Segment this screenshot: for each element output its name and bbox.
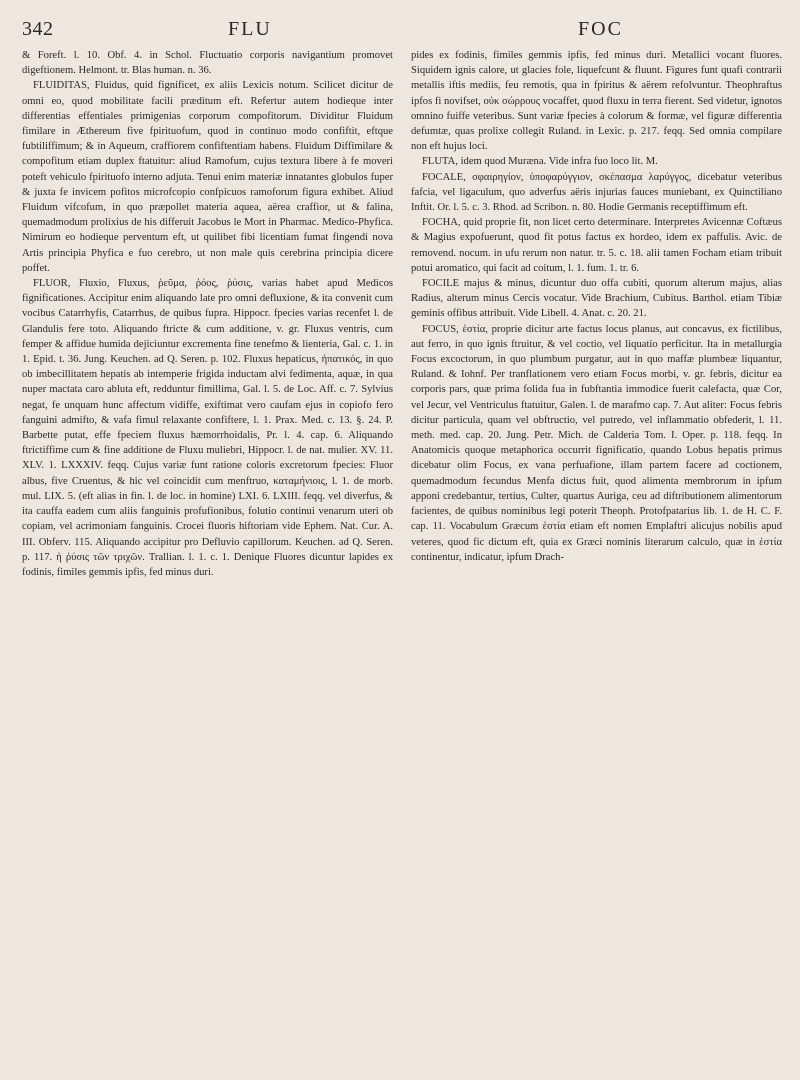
entry-fluor: FLUOR, Fluxio, Fluxus, ῥεῦμα, ῥόος, ῥύσις, varias habet apud Medicos fignificationes. Accipitur enim aliquando late pro omni defluxione, & ita convenit cum vocibus Catarrhyfis, Catarrhus, de quibus fupra. Hippocr. fpecies varias recenfet l. de Glandulis fere toto. Aliquando ftricte & cum additione, v. gr. Fluxus ventris, cum femper & affidue humida dejiciuntur excrementa fine tenefmo & lienteria, Gal. c. 1. in 1. Epid. t. 36. Jung. Keuchen. ad Q. Seren. p. 102. Fluxus hepaticus, ἡπατικός, in quo ob imbecillitatem hepatis ab intemperie frigida inductam alvi fedimenta, aquæ, in qua nuper mactata caro abluta eft, redduntur fimillima, Gal. l. 5. de Loc. Aff. c. 7. Sylvius negat, fe unquam hunc affectum vidiffe, exiftimat vero caufam ejus in copiofo fero fanguini admifto, & vafa fimul relaxante confiftere, l. 1. Prax. Med. c. 13. §. 24. P. Barbette putat, effe fpeciem fluxus hæmorrhoidalis, Pr. l. 4. cap. 6. Aliquando ftrictiffime cum & fine additione de Fluxu muliebri, Hippocr. l. de nat. mulier. XV. 11. XLV. 1. LXXXIV. feqq. Cujus variæ funt ratione coloris excretorum fpecies: Fluor albus, five Cruentus, & hic vel coincidit cum menftruo, καταμήνιοις, l. 1. de morb. mul. LIX. 5. (eft alias in fin. l. de loc. in homine) LXI. 6. LXIII. feqq. vel diverfus, & ita cauffa eadem cum aliis fanguinis profufionibus, folutio continui venarum uteri ob copiam, vel acrimoniam fanguinis. Crocei fluoris hiftoriam vide Ephem. Nat. Cur. A. III. Obferv. 115. Aliquando accipitur pro Defluvio capillorum. Keuchen. ad Q. Seren. p. 117. ἡ ῥύσις τῶν τριχῶν. Trallian. l. 1. c. 1. Denique Fluores dicuntur lapides ex fodinis, fimiles gemmis ipfis, fed minus duri. [22, 278, 393, 578]
right-column [411, 48, 782, 1058]
entry-paragraph: pides ex fodinis, fimiles gemmis ipfis, fed minus duri. Metallici vocant fluores. Siquidem ignis calore, ut glacies fole, liquefcunt & fluunt. Figures funt quafi contrarii metallis iftis mediis, feu remotis, qua in fpiritus & aërem refolvuntur. Theophraftus ipfos fi novifset, οὐκ σώρρους vocaffet, quod fluxu in terra fierent. Sed videtur, ignotos omnino fuiffe veteribus. Sunt variæ fpecies à colorum & formæ, vel figuræ differentia defumtæ, quas prolixe collegit Ruland. in Lexic. p. 217. feqq. Sed omnia compilare non eft hujus loci. [411, 50, 782, 153]
running-head-left: FLU [228, 18, 272, 40]
entry-fluta: FLUTA, idem quod Muræna. Vide infra fuo loco lit. M. [422, 156, 658, 168]
entry-focus: FOCUS, ἑστία, proprie dicitur arte factus locus planus, aut concavus, ex fictilibus, aut ferro, in quo ignis ftruitur, & vel coctio, vel liquatio perficitur. Ita in metallurgia Focus excoctorum, in quo plumbum purgatur, aut in quo maffæ plumbeæ liquantur, Ruland. & Iohnf. Per tranflationem vero etiam Focus morbi, v. gr. febris, dicitur ea corporis pars, quæ prima folida fua in fubftantia immodice fuerit calefacta, quæ Cor, vel Jecur, vel Ventriculus ftatuitur, Galen. l. de marafmo cap. 7. Aut aliter: Focus febris dicitur particula, quam vel obftructio, vel putredo, vel inflammatio obfederit, l. 11. meth. med. cap. 20. Jung. Petr. Mich. de Calderia Tom. I. Oper. p. 118. feqq. In Anatomicis quoque metaphorica occurrit fignificatio, quando Lobus hepatis primus dicebatur olim Focus, ex vana perfuafione, illam partem facere ad coctionem, quemadmodum fecundus Menfa dictus fuit, quod alimenta membrorum in ipfum apponi credebantur, tertius, Culter, quartus Auriga, ceu ad diftributionem alimentorum facientes, de quibus nominibus legi poterit Theoph. Protofpatarius lib. 1. de H. C. F. cap. 11. Vocabulum Græcum ἑστία etiam eft nomen Emplaftri alicujus nobilis apud veteres, quod fic dictum eft, quia ex Græci nominis literarum calculo, quæ in ἑστία continentur, indicatur, ipfum Drach- [411, 323, 782, 563]
left-column [22, 48, 393, 1058]
entry-focha: FOCHA, quid proprie fit, non licet certo determinare. Interpretes Avicennæ Coftæus & Magius expofuerunt, quod fit potus factus ex hordeo, idem ex paffulis. Avic. de removend. nocum. in ufu rerum non natur. tr. 5. c. 18. alii tamen Focham etiam tribuit potui aromatico, qui facit ad coitum, l. 1. fum. 1. tr. 6. [411, 217, 782, 274]
page-header [22, 18, 778, 46]
running-head-right: FOC [578, 18, 623, 40]
page-number: 342 [22, 18, 54, 40]
text-columns [22, 48, 782, 1058]
entry-fluiditas: FLUIDITAS, Fluidus, quid fignificet, ex aliis Lexicis notum. Scilicet dicitur de omni eo, quod mobilitate facili præditum eft. Refertur autem hodieque inter differentias effentiales primigenias corporum compofitorum. Dividitur Fluidum fimilare in Æthereum five fpirituofum, quod in continuo modo confiftit, eftque fubtiliffimum; & in Aqueum, craffiorem confiftentiam habens. Fluidum Diffimilare & compofitum etiam duplex ftatuitur: aliud Ramofum, cujus textura libere à fe moveri poteft vehiculo fpirituofo interno adjuta. Tenui enim materiæ innatantes globulos fuper & juxta fe invicem pofitos microfcopio confpicuos ramoforum figura exhibet. Aliud Fluidum vifcofum, in quo præpollet materia aquea, aërea craffior, ut & falina, quemadmodum prolixius de his differuit Jacobus le Mort in Pharmac. Medico-Phyfica. Nimirum eo hodieque perventum eft, ut quilibet fibi licentiam fumat fingendi nova Artis principia Phyfica e fuo cerebro, ut non male quis cerebrina principia dicere poffet. [22, 80, 393, 274]
entry-focile: FOCILE majus & minus, dicuntur duo offa cubiti, quorum alterum majus, alias Radius, alterum minus Cercis vocatur. Vide Brachium, Cubitus. Barthol. etiam Tibiæ geminis offibus attribuit. Vide Libell. 4. Anat. c. 20. 21. [411, 278, 782, 320]
entry-paragraph: & Foreft. l. 10. Obf. 4. in Schol. Fluctuatio corporis navigantium promovet digeftionem. Helmont. tr. Blas human. n. 36. [22, 50, 393, 77]
entry-focale: FOCALE, σφαιρηγίον, ὑποφαρύγγιον, σκέπασμα λαρύγγος, dicebatur veteribus fafcia, vel ligaculum, quo adverfus aëris injurias fauces muniebant, ex Quinctiliano Inftit. Or. l. 5. c. 3. Rhod. ad Scribon. n. 80. Hodie Germanis receptiffimum eft. [411, 171, 782, 214]
